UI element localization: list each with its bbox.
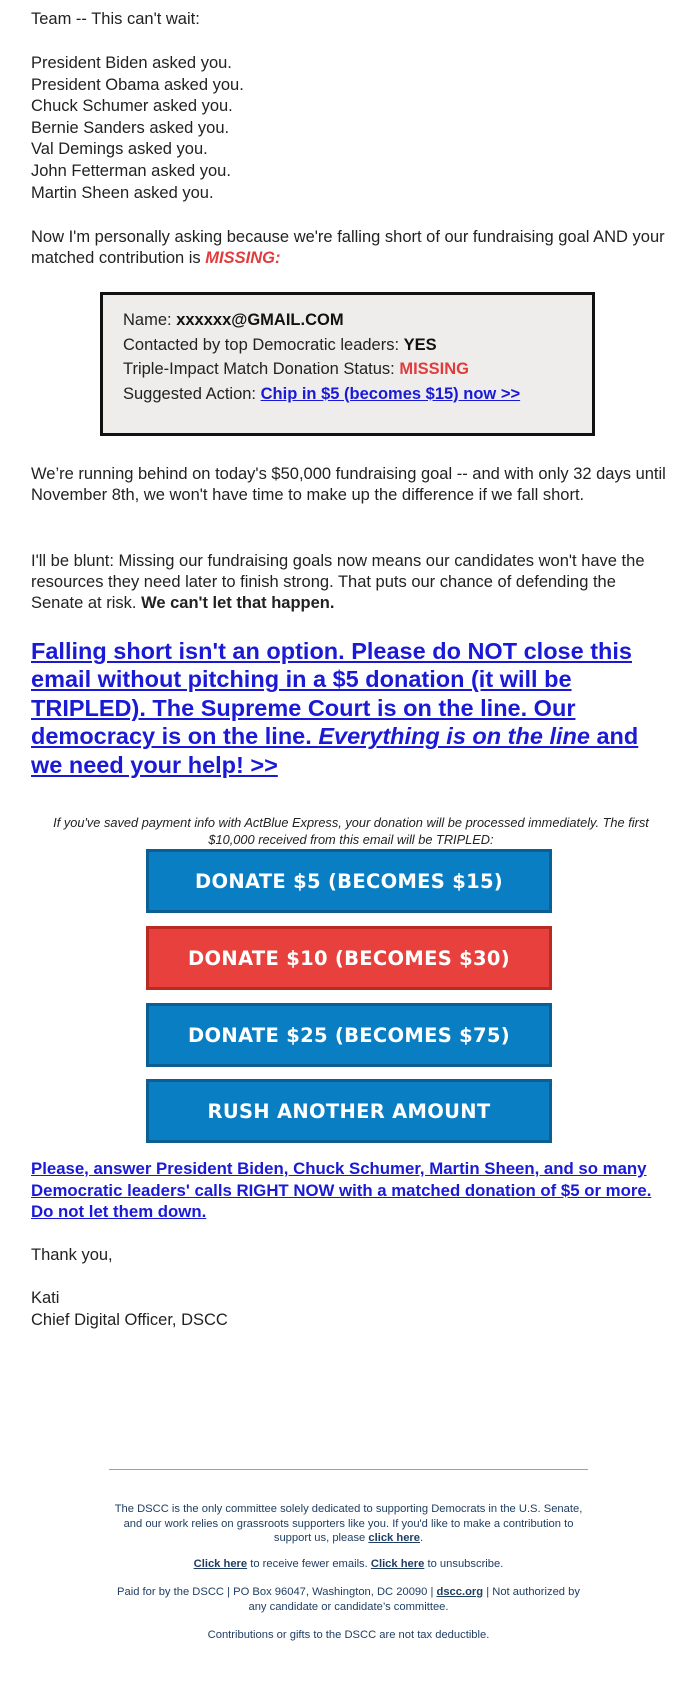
status-action-row: [123, 384, 520, 405]
list-item: President Biden asked you.: [31, 54, 232, 72]
contribute-link[interactable]: click here: [368, 1532, 421, 1544]
status-box: [100, 292, 595, 436]
big-cta-italic[interactable]: Everything is on the line: [318, 723, 590, 750]
rush-another-amount-button[interactable]: RUSH ANOTHER AMOUNT: [146, 1079, 552, 1143]
paid-for-text: Paid for by the DSCC | PO Box 96047, Washington, DC 20090 |: [117, 1586, 437, 1598]
fewer-emails-link[interactable]: Click here: [193, 1558, 248, 1570]
footer-divider: [109, 1469, 588, 1470]
paid-for-end: | Not authorized by any candidate or candidate’s committee.: [248, 1586, 580, 1613]
donate-5-button[interactable]: DONATE $5 (BECOMES $15): [146, 849, 552, 913]
status-contacted-row: [123, 335, 437, 356]
status-contacted-label: Contacted by top Democratic leaders:: [123, 335, 404, 354]
list-item: President Obama asked you.: [31, 75, 244, 94]
status-contacted-value: YES: [403, 335, 437, 354]
signature: [31, 1288, 228, 1331]
blunt-text: I'll be blunt: Missing our fundraising goals now means our candidates won't have the resources they need later to finish strong. That puts our chance of defending the Senate at risk.: [31, 552, 645, 612]
footer-email-prefs: [109, 1557, 588, 1572]
footer-tax-note: Contributions or gifts to the DSCC are not tax deductible.: [207, 1629, 490, 1641]
list-item: Val Demings asked you.: [31, 140, 208, 159]
status-name-value: xxxxxx@GMAIL.COM: [176, 311, 344, 329]
blunt-bold: We can't let that happen.: [141, 594, 335, 612]
unsubscribe-text: to unsubscribe.: [424, 1558, 504, 1570]
asked-list: [31, 53, 244, 204]
intro-missing: MISSING:: [205, 249, 281, 267]
greeting: Team -- This can't wait:: [31, 10, 200, 28]
status-match-label: Triple-Impact Match Donation Status:: [123, 360, 400, 378]
list-item: Martin Sheen asked you.: [31, 183, 214, 202]
goal-paragraph: We’re running behind on today's $50,000 fundraising goal -- and with only 32 days until November 8th, we won't have time to make up the difference if we fall short.: [31, 465, 666, 504]
thanks-text: Thank you,: [31, 1246, 113, 1264]
signature-title: Chief Digital Officer, DSCC: [31, 1310, 228, 1329]
list-item: Chuck Schumer asked you.: [31, 97, 233, 116]
big-cta-tail[interactable]: and we need your help! >>: [31, 723, 639, 778]
status-action-label: Suggested Action:: [123, 384, 261, 403]
status-name-row: [123, 310, 344, 331]
list-item: Bernie Sanders asked you.: [31, 118, 230, 137]
intro-text: Now I'm personally asking because we're falling short of our fundraising goal AND your matched contribution is: [31, 228, 665, 267]
express-note: If you've saved payment info with ActBlue Express, your donation will be processed immediately. The first $10,000 received from this email will be TRIPLED:: [53, 814, 649, 847]
unsubscribe-link[interactable]: Click here: [370, 1558, 425, 1570]
intro-paragraph: [31, 227, 671, 269]
status-match-row: [123, 359, 469, 380]
footer-paid-for: [109, 1585, 588, 1614]
status-name-label: Name:: [123, 311, 177, 329]
donate-10-button[interactable]: DONATE $10 (BECOMES $30): [146, 926, 552, 990]
status-match-value: MISSING: [399, 360, 470, 378]
big-cta-text[interactable]: Falling short isn't an option. Please do NOT close this email without pitching in a $5 donation (it will be TRIPLED). The Supreme Court is on the line. Our democracy is on the line.: [31, 638, 632, 750]
chip-in-link[interactable]: Chip in $5 (becomes $15) now >>: [260, 384, 521, 403]
big-cta-link[interactable]: [31, 637, 671, 779]
footer-about: [109, 1502, 588, 1546]
blunt-paragraph: [31, 551, 671, 614]
dscc-site-link[interactable]: dscc.org: [436, 1586, 484, 1598]
footer-about-text: The DSCC is the only committee solely dedicated to supporting Democrats in the U.S. Senate, and our work relies on grassroots supporters like you. If you'd like to make a contribution to support us, please: [114, 1503, 583, 1544]
list-item: John Fetterman asked you.: [31, 161, 231, 180]
fewer-emails-text: to receive fewer emails.: [247, 1558, 371, 1570]
footer-about-end: .: [420, 1532, 424, 1544]
closing-link[interactable]: Please, answer President Biden, Chuck Schumer, Martin Sheen, and so many Democratic leaders' calls RIGHT NOW with a matched donation of $5 or more. Do not let them down.: [31, 1159, 652, 1221]
signature-name: Kati: [31, 1289, 60, 1307]
donate-25-button[interactable]: DONATE $25 (BECOMES $75): [146, 1003, 552, 1067]
